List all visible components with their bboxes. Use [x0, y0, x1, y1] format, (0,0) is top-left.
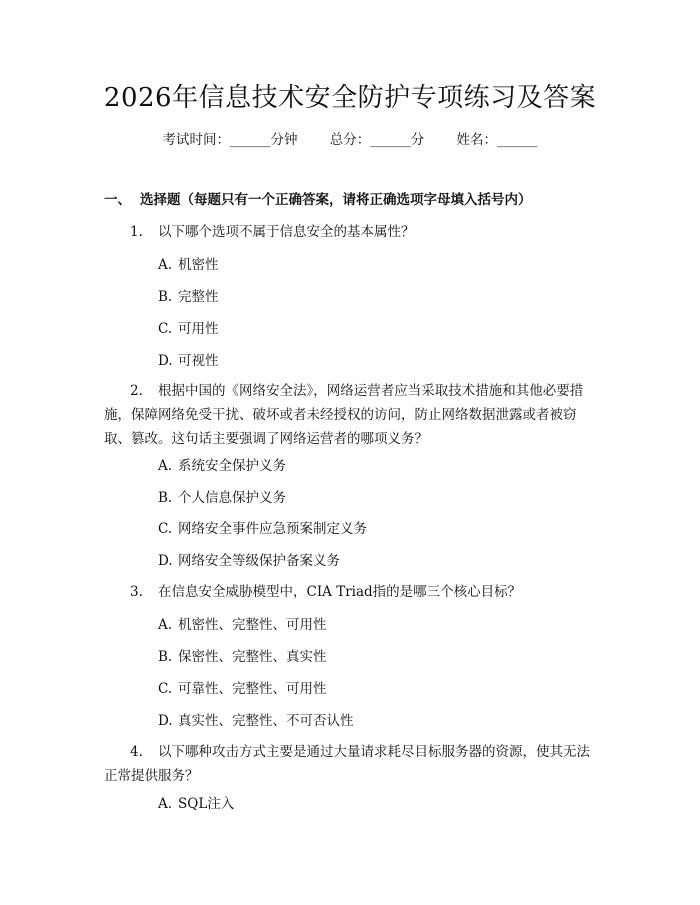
question-number: 3. — [130, 584, 143, 600]
option-letter: A. — [158, 458, 173, 474]
question-2 — [104, 379, 598, 451]
exam-meta — [0, 130, 700, 150]
option-letter: A. — [158, 257, 173, 273]
question-3-option-b — [158, 647, 327, 667]
question-3 — [104, 580, 598, 604]
document-title: 2026年信息技术安全防护专项练习及答案 — [103, 83, 597, 113]
question-1-option-b — [158, 287, 219, 307]
question-text: 在信息安全威胁模型中，CIA Triad指的是哪三个核心目标？ — [158, 584, 522, 600]
option-text: 保密性、完整性、真实性 — [178, 649, 327, 665]
option-text: SQL注入 — [178, 796, 235, 812]
option-letter: D. — [158, 713, 173, 729]
option-text: 网络安全等级保护备案义务 — [178, 553, 340, 569]
option-text: 可视性 — [178, 353, 219, 369]
question-1-option-c — [158, 319, 219, 339]
option-letter: C. — [158, 321, 173, 337]
option-text: 真实性、完整性、不可否认性 — [178, 713, 354, 729]
question-1-option-d — [158, 351, 219, 371]
option-letter: D. — [158, 353, 173, 369]
option-text: 可靠性、完整性、可用性 — [178, 681, 327, 697]
question-3-option-a — [158, 615, 327, 635]
exam-score: 总分：______分 — [329, 132, 425, 148]
question-text: 以下哪个选项不属于信息安全的基本属性？ — [158, 224, 415, 240]
question-3-option-d — [158, 711, 354, 731]
option-letter: A. — [158, 796, 173, 812]
question-text: 根据中国的《网络安全法》，网络运营者应当采取技术措施和其他必要措施，保障网络免受干扰、破坏或者未经授权的访问，防止网络数据泄露或者被窃取、篡改。这句话主要强调了网络运营者的哪项义务？ — [104, 383, 584, 447]
question-1-option-a — [158, 255, 219, 275]
option-text: 机密性、完整性、可用性 — [178, 617, 327, 633]
option-text: 网络安全事件应急预案制定义务 — [178, 521, 367, 537]
option-text: 系统安全保护义务 — [178, 458, 286, 474]
question-number: 2. — [130, 383, 143, 399]
option-text: 完整性 — [178, 289, 219, 305]
option-letter: A. — [158, 617, 173, 633]
question-text: 以下哪种攻击方式主要是通过大量请求耗尽目标服务器的资源，使其无法正常提供服务？ — [104, 744, 590, 784]
question-4 — [104, 740, 598, 788]
option-letter: C. — [158, 521, 173, 537]
question-1 — [104, 220, 598, 244]
section-heading — [104, 190, 532, 210]
question-number: 1. — [130, 224, 143, 240]
option-letter: B. — [158, 289, 173, 305]
question-4-option-a — [158, 794, 234, 814]
section-number: 一、 — [104, 192, 131, 208]
question-2-option-b — [158, 488, 286, 508]
option-text: 机密性 — [178, 257, 219, 273]
question-number: 4. — [130, 744, 143, 760]
option-text: 个人信息保护义务 — [178, 490, 286, 506]
question-3-option-c — [158, 679, 327, 699]
question-2-option-c — [158, 519, 367, 539]
option-letter: B. — [158, 649, 173, 665]
option-letter: B. — [158, 490, 173, 506]
exam-time: 考试时间：______分钟 — [162, 132, 298, 148]
section-label: 选择题（每题只有一个正确答案，请将正确选项字母填入括号内） — [140, 192, 532, 208]
exam-name: 姓名：______ — [456, 132, 538, 148]
option-text: 可用性 — [178, 321, 219, 337]
option-letter: C. — [158, 681, 173, 697]
option-letter: D. — [158, 553, 173, 569]
question-2-option-a — [158, 456, 286, 476]
question-2-option-d — [158, 551, 340, 571]
